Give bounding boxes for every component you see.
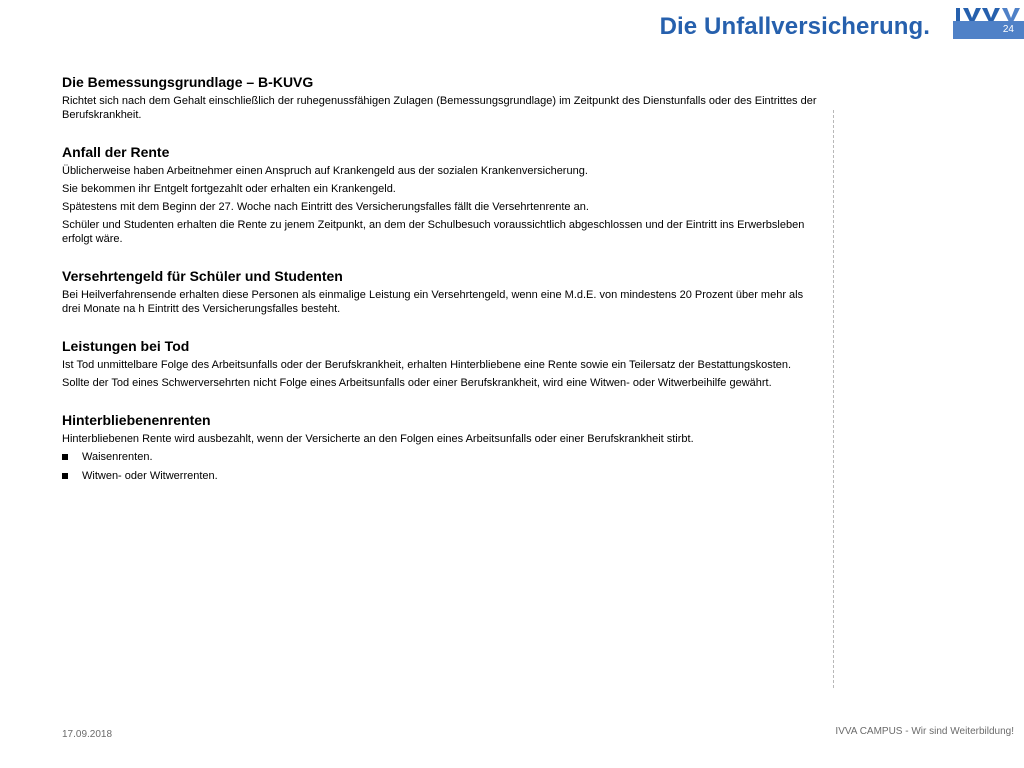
section-heading: Versehrtengeld für Schüler und Studenten — [62, 268, 343, 284]
page-title: Die Unfallversicherung. — [659, 13, 930, 40]
section-versehrtengeld — [62, 268, 822, 316]
section-paragraph: Ist Tod unmittelbare Folge des Arbeitsunfalls oder der Berufskrankheit, erhalten Hinterbliebene eine Rente sowie ein Teilersatz der Bestattungskosten. — [62, 359, 792, 371]
square-bullet-icon — [62, 473, 68, 479]
section-paragraph: Sie bekommen ihr Entgelt fortgezahlt oder erhalten ein Krankengeld. — [62, 183, 396, 195]
square-bullet-icon — [62, 454, 68, 460]
section-paragraph: Spätestens mit dem Beginn der 27. Woche nach Eintritt des Versicherungsfalles fällt die Versehrtenrente an. — [62, 201, 589, 213]
section-anfall-der-rente — [62, 144, 822, 246]
footer-date: 17.09.2018 — [62, 729, 113, 740]
section-paragraph: Bei Heilverfahrensende erhalten diese Personen als einmalige Leistung ein Versehrtengeld, wenn eine M.d.E. von mindestens 20 Prozent über mehr als drei Monate na h Eintritt des Versicherungsfalles besteht. — [62, 289, 804, 315]
section-heading: Anfall der Rente — [62, 144, 170, 160]
section-leistungen-bei-tod — [62, 338, 822, 390]
vertical-divider — [833, 110, 834, 688]
list-item — [62, 469, 822, 483]
section-heading: Leistungen bei Tod — [62, 338, 190, 354]
footer-tagline: IVVA CAMPUS - Wir sind Weiterbildung! — [835, 726, 1014, 737]
section-paragraph: Üblicherweise haben Arbeitnehmer einen Anspruch auf Krankengeld aus der sozialen Krankenversicherung. — [62, 165, 588, 177]
list-item-text: Waisenrenten. — [82, 451, 153, 463]
section-heading: Die Bemessungsgrundlage – B-KUVG — [62, 74, 314, 90]
page-number-box — [953, 21, 1024, 39]
list-item-text: Witwen- oder Witwerrenten. — [82, 470, 218, 482]
list-item — [62, 450, 822, 464]
page-number: 24 — [1002, 24, 1014, 35]
section-paragraph: Sollte der Tod eines Schwerversehrten nicht Folge eines Arbeitsunfalls oder einer Berufskrankheit, wird eine Witwen- oder Witwerbeihilfe gewährt. — [62, 377, 772, 389]
section-bemessungsgrundlage — [62, 74, 822, 122]
section-paragraph: Hinterbliebenen Rente wird ausbezahlt, wenn der Versicherte an den Folgen eines Arbeitsunfalls oder einer Berufskrankheit stirbt. — [62, 433, 694, 445]
section-paragraph: Schüler und Studenten erhalten die Rente zu jenem Zeitpunkt, an dem der Schulbesuch voraussichtlich abgeschlossen und der Eintritt ins Erwerbsleben erfolgt wäre. — [62, 219, 805, 245]
section-hinterbliebenenrenten — [62, 412, 822, 483]
section-heading: Hinterbliebenenrenten — [62, 412, 211, 428]
slide-content — [62, 74, 822, 505]
section-paragraph: Richtet sich nach dem Gehalt einschließlich der ruhegenussfähigen Zulagen (Bemessungsgrundlage) im Zeitpunkt des Dienstunfalls oder des Eintrittes der Berufskrankheit. — [62, 95, 817, 121]
